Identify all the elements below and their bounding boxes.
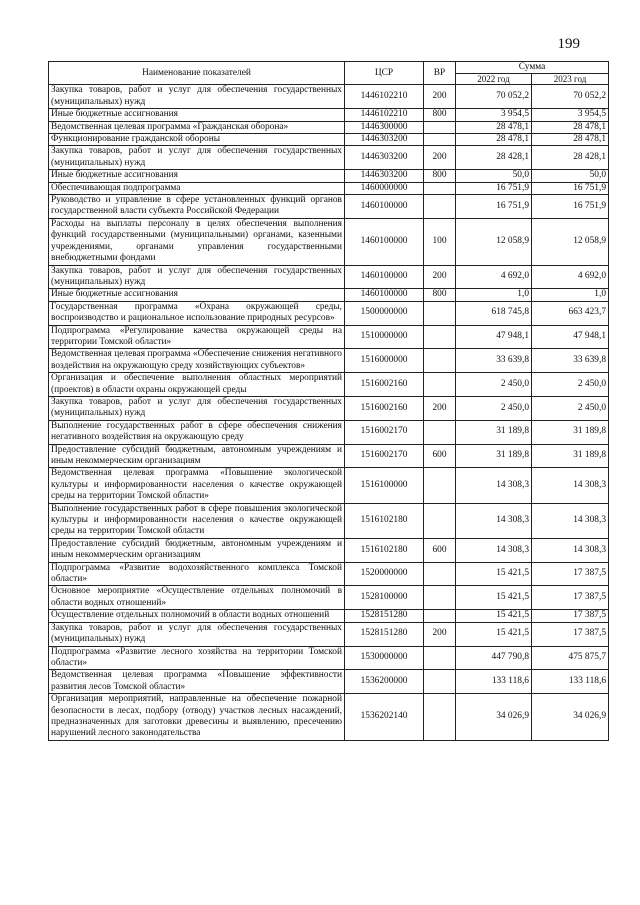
sum-2022: 3 954,5 [456,109,532,121]
sum-2023: 17 387,5 [532,610,609,622]
vr-code [424,562,456,586]
header-year-2023: 2023 год [532,74,609,85]
vr-code: 100 [424,218,456,265]
sum-2022: 16 751,9 [456,195,532,219]
sum-2023: 2 450,0 [532,396,609,420]
csr-code: 1446303200 [345,170,424,182]
sum-2022: 2 450,0 [456,373,532,397]
table-row [49,670,609,694]
sum-2022: 1,0 [456,289,532,301]
indicator-name: Обеспечивающая подпрограмма [49,182,345,194]
table-row [49,134,609,146]
table-header [49,62,609,85]
indicator-name: Государственная программа «Охрана окружающей среды, воспроизводство и рациональное использование природных ресурсов» [49,301,345,325]
csr-code: 1460100000 [345,289,424,301]
csr-code: 1536200000 [345,670,424,694]
sum-2022: 28 428,1 [456,146,532,170]
sum-2023: 17 387,5 [532,622,609,646]
csr-code: 1516002170 [345,420,424,444]
indicator-name: Ведомственная целевая программа «Обеспечение снижения негативного воздействия на окружающую среду хозяйствующих субъектов» [49,349,345,373]
sum-2022: 15 421,5 [456,586,532,610]
csr-code: 1446102210 [345,85,424,109]
csr-code: 1516002160 [345,373,424,397]
csr-code: 1530000000 [345,646,424,670]
csr-code: 1528100000 [345,586,424,610]
table-row [49,610,609,622]
csr-code: 1446300000 [345,121,424,133]
vr-code: 600 [424,444,456,468]
sum-2023: 28 428,1 [532,146,609,170]
sum-2023: 16 751,9 [532,182,609,194]
csr-code: 1528151280 [345,622,424,646]
sum-2023: 16 751,9 [532,195,609,219]
sum-2022: 28 478,1 [456,134,532,146]
table-row [49,586,609,610]
indicator-name: Подпрограмма «Регулирование качества окружающей среды на территории Томской области» [49,325,345,349]
vr-code [424,325,456,349]
indicator-name: Ведомственная целевая программа «Повышение эффективности развития лесов Томской области» [49,670,345,694]
sum-2022: 47 948,1 [456,325,532,349]
vr-code [424,420,456,444]
table-row [49,694,609,741]
vr-code [424,373,456,397]
sum-2022: 33 639,8 [456,349,532,373]
csr-code: 1460100000 [345,195,424,219]
table-row [49,121,609,133]
sum-2023: 33 639,8 [532,349,609,373]
csr-code: 1460100000 [345,265,424,289]
table-row [49,646,609,670]
csr-code: 1516102180 [345,503,424,538]
table-row [49,444,609,468]
vr-code: 600 [424,538,456,562]
sum-2022: 31 189,8 [456,444,532,468]
sum-2023: 31 189,8 [532,420,609,444]
vr-code: 200 [424,396,456,420]
sum-2023: 14 308,3 [532,538,609,562]
csr-code: 1516100000 [345,468,424,503]
sum-2023: 2 450,0 [532,373,609,397]
csr-code: 1516102180 [345,538,424,562]
vr-code [424,468,456,503]
table-row [49,301,609,325]
vr-code [424,586,456,610]
table-row [49,562,609,586]
csr-code: 1446303200 [345,134,424,146]
table-row [49,170,609,182]
sum-2022: 12 058,9 [456,218,532,265]
vr-code: 200 [424,85,456,109]
sum-2022: 28 478,1 [456,121,532,133]
indicator-name: Иные бюджетные ассигнования [49,109,345,121]
vr-code [424,503,456,538]
indicator-name: Закупка товаров, работ и услуг для обеспечения государственных (муниципальных) нужд [49,265,345,289]
indicator-name: Выполнение государственных работ в сфере повышения экологической культуры и информированности населения о качестве окружающей среды на территории Томской области [49,503,345,538]
sum-2023: 4 692,0 [532,265,609,289]
indicator-name: Функционирование гражданской обороны [49,134,345,146]
csr-code: 1510000000 [345,325,424,349]
vr-code [424,349,456,373]
vr-code [424,670,456,694]
vr-code [424,301,456,325]
sum-2023: 17 387,5 [532,586,609,610]
csr-code: 1446102210 [345,109,424,121]
sum-2022: 31 189,8 [456,420,532,444]
sum-2023: 70 052,2 [532,85,609,109]
table-row [49,373,609,397]
indicator-name: Предоставление субсидий бюджетным, автономным учреждениям и иным некоммерческим организациям [49,538,345,562]
indicator-name: Закупка товаров, работ и услуг для обеспечения государственных (муниципальных) нужд [49,146,345,170]
table-row [49,218,609,265]
sum-2023: 17 387,5 [532,562,609,586]
sum-2022: 133 118,6 [456,670,532,694]
sum-2023: 28 478,1 [532,121,609,133]
sum-2022: 14 308,3 [456,538,532,562]
header-year-2022: 2022 год [456,74,532,85]
sum-2022: 618 745,8 [456,301,532,325]
table-row [49,538,609,562]
table-row [49,109,609,121]
sum-2023: 28 478,1 [532,134,609,146]
sum-2022: 16 751,9 [456,182,532,194]
vr-code [424,195,456,219]
header-name: Наименование показателей [49,62,345,85]
indicator-name: Предоставление субсидий бюджетным, автономным учреждениям и иным некоммерческим организациям [49,444,345,468]
sum-2022: 34 026,9 [456,694,532,741]
table-row [49,503,609,538]
sum-2022: 15 421,5 [456,622,532,646]
table-row [49,195,609,219]
table-row [49,146,609,170]
sum-2023: 663 423,7 [532,301,609,325]
budget-table [48,61,609,741]
vr-code [424,646,456,670]
sum-2023: 14 308,3 [532,503,609,538]
sum-2023: 47 948,1 [532,325,609,349]
sum-2022: 15 421,5 [456,610,532,622]
indicator-name: Основное мероприятие «Осуществление отдельных полномочий в области водных отношений» [49,586,345,610]
sum-2023: 133 118,6 [532,670,609,694]
sum-2023: 50,0 [532,170,609,182]
indicator-name: Организация мероприятий, направленные на обеспечение пожарной безопасности в лесах, подбору (отводу) участков лесных насаждений, предназначенных для заготовки древесины и выявлению, пресечению нарушений лесного законодательства [49,694,345,741]
sum-2023: 12 058,9 [532,218,609,265]
table-row [49,349,609,373]
vr-code: 800 [424,170,456,182]
vr-code [424,182,456,194]
sum-2023: 1,0 [532,289,609,301]
indicator-name: Выполнение государственных работ в сфере обеспечения снижения негативного воздействия на окружающую среду [49,420,345,444]
table-row [49,396,609,420]
indicator-name: Иные бюджетные ассигнования [49,289,345,301]
sum-2022: 447 790,8 [456,646,532,670]
csr-code: 1536202140 [345,694,424,741]
vr-code [424,134,456,146]
table-row [49,468,609,503]
csr-code: 1460100000 [345,218,424,265]
vr-code: 800 [424,109,456,121]
vr-code: 200 [424,622,456,646]
csr-code: 1528151280 [345,610,424,622]
indicator-name: Подпрограмма «Развитие водохозяйственного комплекса Томской области» [49,562,345,586]
csr-code: 1460000000 [345,182,424,194]
vr-code: 200 [424,265,456,289]
indicator-name: Руководство и управление в сфере установленных функций органов государственной власти субъекта Российской Федерации [49,195,345,219]
sum-2022: 14 308,3 [456,503,532,538]
indicator-name: Осуществление отдельных полномочий в области водных отношений [49,610,345,622]
sum-2022: 2 450,0 [456,396,532,420]
sum-2023: 475 875,7 [532,646,609,670]
table-row [49,289,609,301]
sum-2022: 70 052,2 [456,85,532,109]
table-row [49,325,609,349]
vr-code [424,610,456,622]
sum-2023: 14 308,3 [532,468,609,503]
indicator-name: Закупка товаров, работ и услуг для обеспечения государственных (муниципальных) нужд [49,396,345,420]
sum-2023: 31 189,8 [532,444,609,468]
indicator-name: Иные бюджетные ассигнования [49,170,345,182]
indicator-name: Закупка товаров, работ и услуг для обеспечения государственных (муниципальных) нужд [49,85,345,109]
csr-code: 1516000000 [345,349,424,373]
sum-2022: 50,0 [456,170,532,182]
indicator-name: Организация и обеспечение выполнения областных мероприятий (проектов) в области охраны окружающей среды [49,373,345,397]
indicator-name: Подпрограмма «Развитие лесного хозяйства на территории Томской области» [49,646,345,670]
table-row [49,265,609,289]
table-body [49,85,609,740]
header-csr: ЦСР [345,62,424,85]
indicator-name: Закупка товаров, работ и услуг для обеспечения государственных (муниципальных) нужд [49,622,345,646]
header-vr: ВР [424,62,456,85]
sum-2022: 14 308,3 [456,468,532,503]
header-sum: Сумма [456,62,609,74]
csr-code: 1516002160 [345,396,424,420]
vr-code: 200 [424,146,456,170]
table-row [49,622,609,646]
page-number: 199 [557,36,580,52]
csr-code: 1446303200 [345,146,424,170]
sum-2023: 3 954,5 [532,109,609,121]
table-row [49,182,609,194]
indicator-name: Ведомственная целевая программа «Гражданская оборона» [49,121,345,133]
table-row [49,85,609,109]
csr-code: 1500000000 [345,301,424,325]
csr-code: 1516002170 [345,444,424,468]
vr-code [424,694,456,741]
indicator-name: Ведомственная целевая программа «Повышение экологической культуры и информированности населения о качестве окружающей среды на территории Томской области» [49,468,345,503]
sum-2022: 15 421,5 [456,562,532,586]
vr-code: 800 [424,289,456,301]
table-row [49,420,609,444]
vr-code [424,121,456,133]
sum-2023: 34 026,9 [532,694,609,741]
sum-2022: 4 692,0 [456,265,532,289]
indicator-name: Расходы на выплаты персоналу в целях обеспечения выполнения функций государственными (муниципальными) органами, казенными учреждениями, органами управления государственными внебюджетными фондами [49,218,345,265]
csr-code: 1520000000 [345,562,424,586]
